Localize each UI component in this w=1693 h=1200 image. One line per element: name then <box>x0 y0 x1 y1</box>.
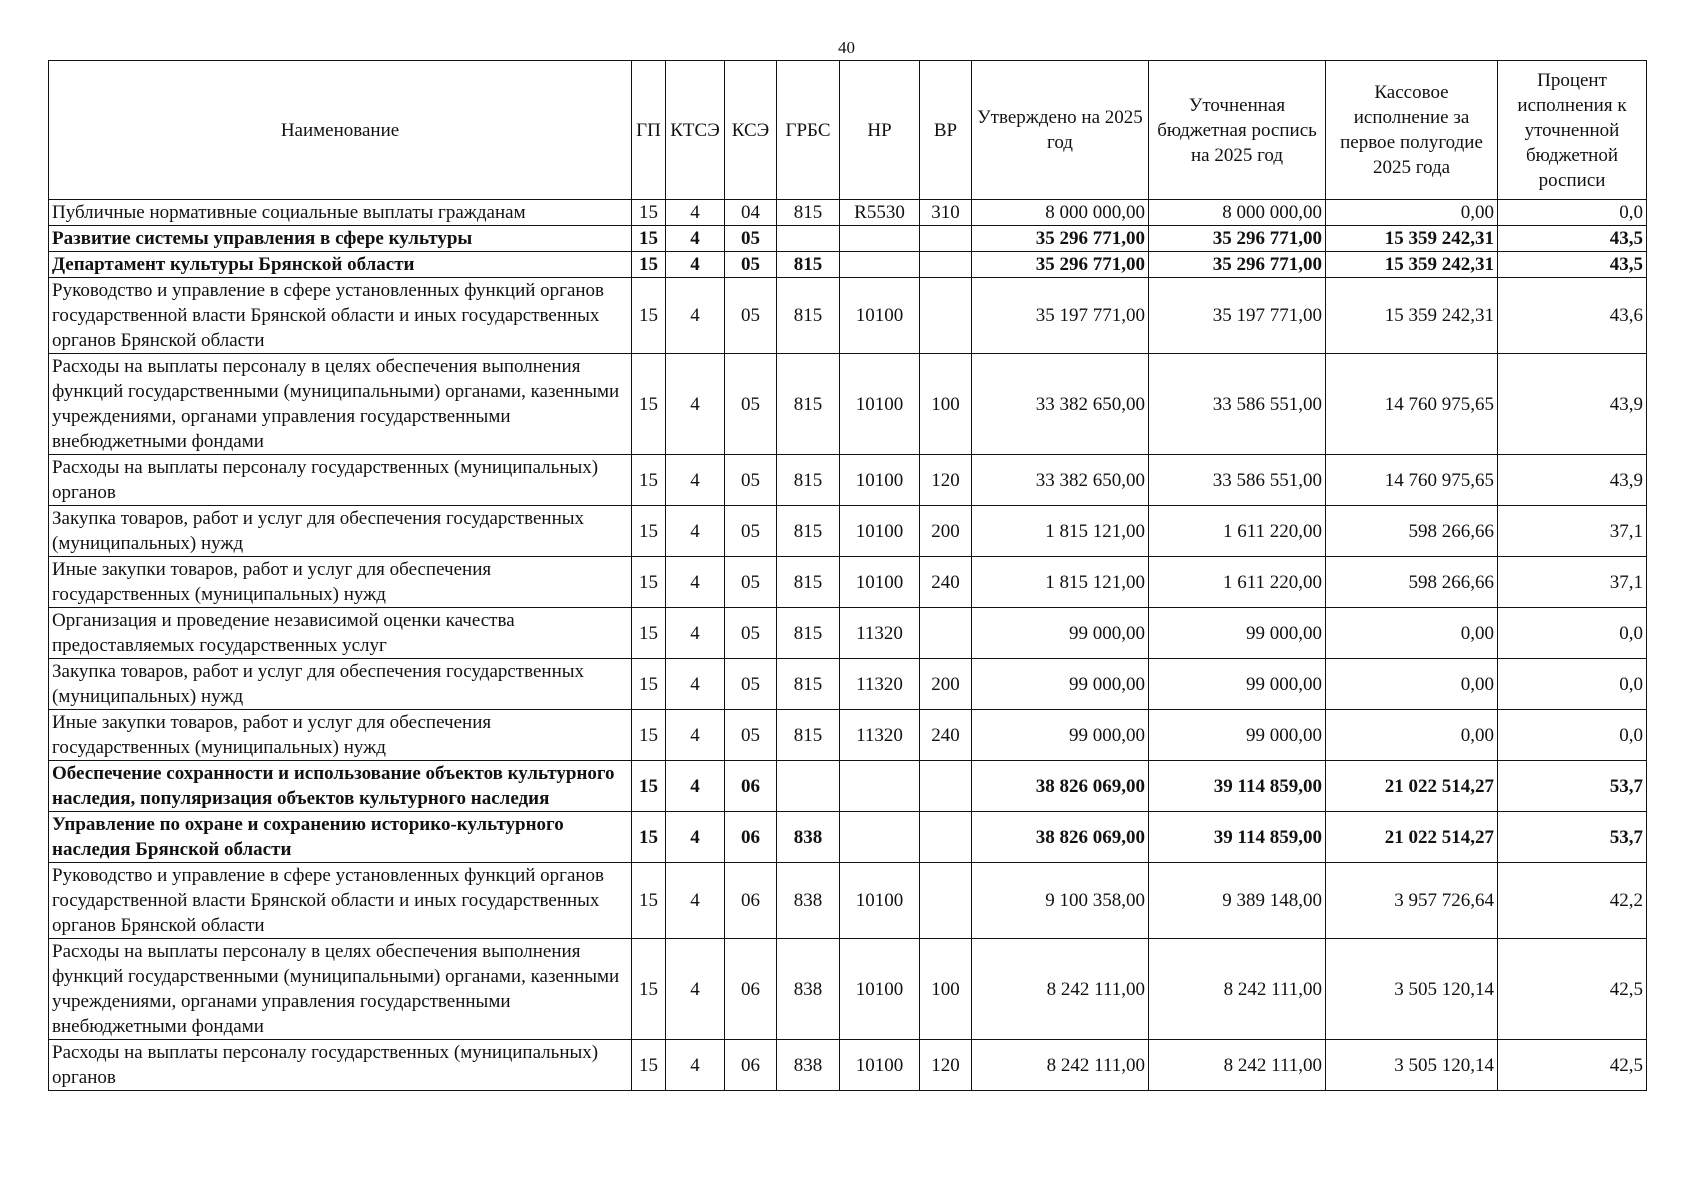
cell-grbs <box>777 761 840 812</box>
table-row <box>49 354 1647 455</box>
cell-percent: 37,1 <box>1498 506 1647 557</box>
cell-gp: 15 <box>632 1040 666 1091</box>
cell-name: Департамент культуры Брянской области <box>49 252 632 278</box>
cell-ktse: 4 <box>666 761 725 812</box>
table-row <box>49 557 1647 608</box>
cell-percent: 0,0 <box>1498 608 1647 659</box>
cell-gp: 15 <box>632 506 666 557</box>
cell-approved: 99 000,00 <box>972 608 1149 659</box>
cell-np: 10100 <box>840 455 920 506</box>
cell-vr <box>920 761 972 812</box>
cell-cash: 0,00 <box>1326 200 1498 226</box>
cell-gp: 15 <box>632 354 666 455</box>
budget-table <box>48 60 1647 1091</box>
cell-ktse: 4 <box>666 863 725 939</box>
cell-kse: 05 <box>725 455 777 506</box>
cell-percent: 43,6 <box>1498 278 1647 354</box>
cell-name: Иные закупки товаров, работ и услуг для обеспечения государственных (муниципальных) нужд <box>49 557 632 608</box>
cell-percent: 43,5 <box>1498 252 1647 278</box>
cell-refined: 33 586 551,00 <box>1149 455 1326 506</box>
cell-name: Публичные нормативные социальные выплаты гражданам <box>49 200 632 226</box>
cell-grbs: 815 <box>777 455 840 506</box>
cell-kse: 05 <box>725 278 777 354</box>
cell-kse: 05 <box>725 252 777 278</box>
cell-name: Закупка товаров, работ и услуг для обеспечения государственных (муниципальных) нужд <box>49 506 632 557</box>
cell-vr: 240 <box>920 710 972 761</box>
cell-kse: 05 <box>725 710 777 761</box>
cell-percent: 42,2 <box>1498 863 1647 939</box>
cell-vr: 310 <box>920 200 972 226</box>
cell-gp: 15 <box>632 455 666 506</box>
header-cash: Кассовое исполнение за первое полугодие 2025 года <box>1326 61 1498 200</box>
cell-vr: 240 <box>920 557 972 608</box>
cell-np: R5530 <box>840 200 920 226</box>
cell-approved: 8 242 111,00 <box>972 1040 1149 1091</box>
cell-cash: 3 957 726,64 <box>1326 863 1498 939</box>
cell-approved: 1 815 121,00 <box>972 506 1149 557</box>
cell-grbs: 838 <box>777 1040 840 1091</box>
cell-ktse: 4 <box>666 710 725 761</box>
cell-percent: 42,5 <box>1498 939 1647 1040</box>
cell-ktse: 4 <box>666 200 725 226</box>
cell-ktse: 4 <box>666 608 725 659</box>
cell-percent: 43,9 <box>1498 354 1647 455</box>
cell-np <box>840 761 920 812</box>
cell-approved: 33 382 650,00 <box>972 354 1149 455</box>
cell-percent: 43,9 <box>1498 455 1647 506</box>
cell-refined: 1 611 220,00 <box>1149 506 1326 557</box>
cell-cash: 3 505 120,14 <box>1326 939 1498 1040</box>
cell-np <box>840 812 920 863</box>
header-approved: Утверждено на 2025 год <box>972 61 1149 200</box>
cell-ktse: 4 <box>666 1040 725 1091</box>
cell-vr: 200 <box>920 506 972 557</box>
cell-vr <box>920 278 972 354</box>
cell-percent: 42,5 <box>1498 1040 1647 1091</box>
cell-refined: 35 197 771,00 <box>1149 278 1326 354</box>
cell-approved: 35 197 771,00 <box>972 278 1149 354</box>
cell-cash: 15 359 242,31 <box>1326 226 1498 252</box>
cell-cash: 0,00 <box>1326 659 1498 710</box>
header-refined: Уточненная бюджетная роспись на 2025 год <box>1149 61 1326 200</box>
table-row <box>49 200 1647 226</box>
cell-gp: 15 <box>632 812 666 863</box>
cell-approved: 38 826 069,00 <box>972 812 1149 863</box>
cell-approved: 1 815 121,00 <box>972 557 1149 608</box>
header-gp: ГП <box>632 61 666 200</box>
cell-percent: 0,0 <box>1498 200 1647 226</box>
cell-ktse: 4 <box>666 354 725 455</box>
cell-kse: 06 <box>725 761 777 812</box>
cell-approved: 35 296 771,00 <box>972 252 1149 278</box>
cell-cash: 14 760 975,65 <box>1326 354 1498 455</box>
cell-grbs: 838 <box>777 812 840 863</box>
cell-grbs: 815 <box>777 557 840 608</box>
cell-ktse: 4 <box>666 278 725 354</box>
cell-approved: 8 242 111,00 <box>972 939 1149 1040</box>
header-kse: КСЭ <box>725 61 777 200</box>
cell-vr: 100 <box>920 354 972 455</box>
cell-approved: 38 826 069,00 <box>972 761 1149 812</box>
cell-percent: 0,0 <box>1498 659 1647 710</box>
cell-np: 10100 <box>840 557 920 608</box>
table-row <box>49 252 1647 278</box>
cell-np: 10100 <box>840 863 920 939</box>
cell-refined: 8 000 000,00 <box>1149 200 1326 226</box>
cell-grbs: 815 <box>777 252 840 278</box>
cell-refined: 33 586 551,00 <box>1149 354 1326 455</box>
cell-kse: 06 <box>725 1040 777 1091</box>
cell-kse: 04 <box>725 200 777 226</box>
cell-cash: 14 760 975,65 <box>1326 455 1498 506</box>
cell-refined: 35 296 771,00 <box>1149 226 1326 252</box>
cell-approved: 9 100 358,00 <box>972 863 1149 939</box>
cell-approved: 99 000,00 <box>972 659 1149 710</box>
cell-ktse: 4 <box>666 455 725 506</box>
cell-name: Расходы на выплаты персоналу государственных (муниципальных) органов <box>49 1040 632 1091</box>
cell-gp: 15 <box>632 939 666 1040</box>
cell-ktse: 4 <box>666 506 725 557</box>
cell-np: 11320 <box>840 608 920 659</box>
cell-gp: 15 <box>632 761 666 812</box>
cell-vr: 120 <box>920 455 972 506</box>
cell-refined: 39 114 859,00 <box>1149 812 1326 863</box>
cell-refined: 8 242 111,00 <box>1149 1040 1326 1091</box>
cell-np: 10100 <box>840 354 920 455</box>
table-row <box>49 226 1647 252</box>
table-header-row <box>49 61 1647 200</box>
cell-ktse: 4 <box>666 226 725 252</box>
cell-kse: 05 <box>725 226 777 252</box>
cell-grbs: 838 <box>777 863 840 939</box>
cell-np <box>840 252 920 278</box>
cell-vr <box>920 226 972 252</box>
cell-gp: 15 <box>632 252 666 278</box>
cell-grbs: 838 <box>777 939 840 1040</box>
cell-kse: 06 <box>725 812 777 863</box>
cell-refined: 99 000,00 <box>1149 608 1326 659</box>
cell-gp: 15 <box>632 200 666 226</box>
page-number: 40 <box>838 38 855 57</box>
table-row <box>49 939 1647 1040</box>
cell-kse: 05 <box>725 659 777 710</box>
cell-grbs: 815 <box>777 710 840 761</box>
table-row <box>49 608 1647 659</box>
cell-refined: 35 296 771,00 <box>1149 252 1326 278</box>
cell-refined: 8 242 111,00 <box>1149 939 1326 1040</box>
cell-np: 11320 <box>840 659 920 710</box>
cell-gp: 15 <box>632 557 666 608</box>
cell-refined: 99 000,00 <box>1149 710 1326 761</box>
cell-name: Расходы на выплаты персоналу государственных (муниципальных) органов <box>49 455 632 506</box>
cell-approved: 33 382 650,00 <box>972 455 1149 506</box>
cell-np <box>840 226 920 252</box>
cell-vr: 200 <box>920 659 972 710</box>
cell-gp: 15 <box>632 710 666 761</box>
table-row <box>49 863 1647 939</box>
cell-cash: 21 022 514,27 <box>1326 761 1498 812</box>
header-percent: Процент исполнения к уточненной бюджетной росписи <box>1498 61 1647 200</box>
cell-cash: 0,00 <box>1326 608 1498 659</box>
cell-name: Развитие системы управления в сфере культуры <box>49 226 632 252</box>
table-row <box>49 506 1647 557</box>
cell-ktse: 4 <box>666 659 725 710</box>
cell-np: 10100 <box>840 278 920 354</box>
cell-kse: 05 <box>725 557 777 608</box>
cell-np: 11320 <box>840 710 920 761</box>
cell-name: Расходы на выплаты персоналу в целях обеспечения выполнения функций государственными (муниципальными) органами, казенными учреждениями, органами управления государственными внебюджетными фондами <box>49 939 632 1040</box>
cell-np: 10100 <box>840 939 920 1040</box>
cell-cash: 598 266,66 <box>1326 557 1498 608</box>
cell-grbs <box>777 226 840 252</box>
cell-percent: 53,7 <box>1498 812 1647 863</box>
cell-grbs: 815 <box>777 506 840 557</box>
cell-approved: 99 000,00 <box>972 710 1149 761</box>
table-row <box>49 812 1647 863</box>
cell-vr <box>920 863 972 939</box>
cell-refined: 99 000,00 <box>1149 659 1326 710</box>
cell-vr: 120 <box>920 1040 972 1091</box>
cell-kse: 05 <box>725 354 777 455</box>
cell-cash: 3 505 120,14 <box>1326 1040 1498 1091</box>
table-row <box>49 710 1647 761</box>
cell-gp: 15 <box>632 863 666 939</box>
cell-grbs: 815 <box>777 200 840 226</box>
cell-grbs: 815 <box>777 608 840 659</box>
table-row <box>49 659 1647 710</box>
cell-grbs: 815 <box>777 659 840 710</box>
cell-grbs: 815 <box>777 278 840 354</box>
table-row <box>49 278 1647 354</box>
cell-refined: 39 114 859,00 <box>1149 761 1326 812</box>
cell-ktse: 4 <box>666 939 725 1040</box>
cell-np: 10100 <box>840 1040 920 1091</box>
cell-name: Расходы на выплаты персоналу в целях обеспечения выполнения функций государственными (муниципальными) органами, казенными учреждениями, органами управления государственными внебюджетными фондами <box>49 354 632 455</box>
cell-name: Обеспечение сохранности и использование объектов культурного наследия, популяризация объектов культурного наследия <box>49 761 632 812</box>
cell-percent: 43,5 <box>1498 226 1647 252</box>
cell-name: Руководство и управление в сфере установленных функций органов государственной власти Брянской области и иных государственных органов Брянской области <box>49 863 632 939</box>
cell-vr <box>920 812 972 863</box>
cell-grbs: 815 <box>777 354 840 455</box>
cell-percent: 37,1 <box>1498 557 1647 608</box>
cell-cash: 21 022 514,27 <box>1326 812 1498 863</box>
cell-refined: 9 389 148,00 <box>1149 863 1326 939</box>
cell-refined: 1 611 220,00 <box>1149 557 1326 608</box>
cell-gp: 15 <box>632 659 666 710</box>
table-row <box>49 455 1647 506</box>
cell-gp: 15 <box>632 608 666 659</box>
cell-cash: 15 359 242,31 <box>1326 278 1498 354</box>
header-ktse: КТСЭ <box>666 61 725 200</box>
cell-kse: 05 <box>725 608 777 659</box>
cell-name: Закупка товаров, работ и услуг для обеспечения государственных (муниципальных) нужд <box>49 659 632 710</box>
table-body <box>49 200 1647 1091</box>
cell-cash: 0,00 <box>1326 710 1498 761</box>
cell-kse: 05 <box>725 506 777 557</box>
cell-percent: 53,7 <box>1498 761 1647 812</box>
cell-vr: 100 <box>920 939 972 1040</box>
cell-name: Руководство и управление в сфере установленных функций органов государственной власти Брянской области и иных государственных органов Брянской области <box>49 278 632 354</box>
header-vr: ВР <box>920 61 972 200</box>
cell-cash: 15 359 242,31 <box>1326 252 1498 278</box>
table-row <box>49 1040 1647 1091</box>
cell-name: Управление по охране и сохранению историко-культурного наследия Брянской области <box>49 812 632 863</box>
cell-ktse: 4 <box>666 252 725 278</box>
cell-name: Организация и проведение независимой оценки качества предоставляемых государственных услуг <box>49 608 632 659</box>
header-np: НР <box>840 61 920 200</box>
cell-ktse: 4 <box>666 557 725 608</box>
cell-approved: 35 296 771,00 <box>972 226 1149 252</box>
table-row <box>49 761 1647 812</box>
cell-np: 10100 <box>840 506 920 557</box>
cell-approved: 8 000 000,00 <box>972 200 1149 226</box>
cell-kse: 06 <box>725 939 777 1040</box>
cell-percent: 0,0 <box>1498 710 1647 761</box>
cell-cash: 598 266,66 <box>1326 506 1498 557</box>
cell-vr <box>920 608 972 659</box>
cell-vr <box>920 252 972 278</box>
header-grbs: ГРБС <box>777 61 840 200</box>
header-name: Наименование <box>49 61 632 200</box>
cell-gp: 15 <box>632 226 666 252</box>
cell-name: Иные закупки товаров, работ и услуг для обеспечения государственных (муниципальных) нужд <box>49 710 632 761</box>
cell-kse: 06 <box>725 863 777 939</box>
cell-gp: 15 <box>632 278 666 354</box>
cell-ktse: 4 <box>666 812 725 863</box>
